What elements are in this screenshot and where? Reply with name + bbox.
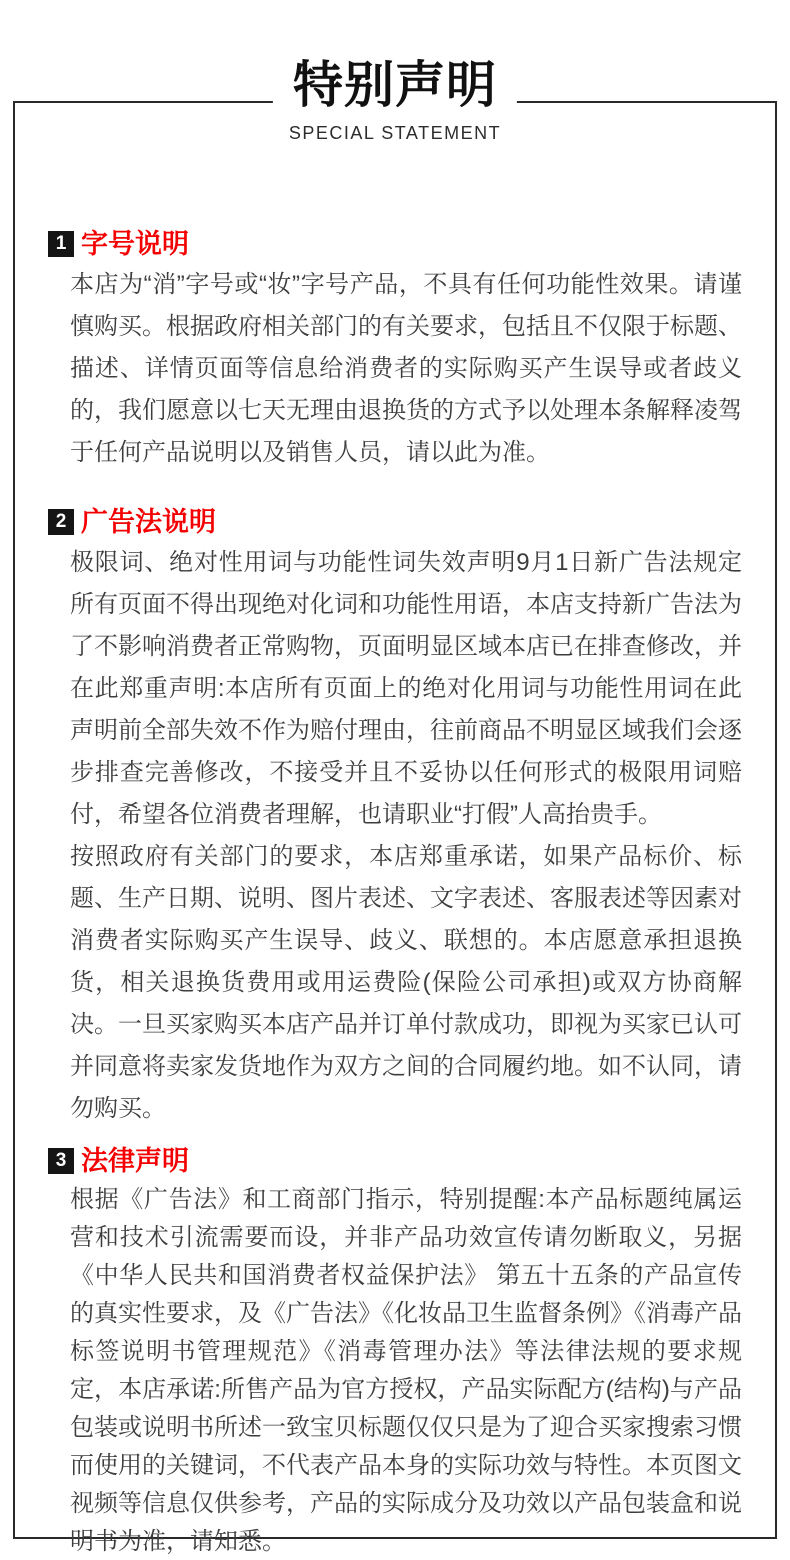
paragraph: 按照政府有关部门的要求，本店郑重承诺，如果产品标价、标题、生产日期、说明、图片表述、文字表述、客服表述等因素对消费者实际购买产生误导、歧义、联想的。本店愿意承担退换货，相关退换货费用或用运费险(保险公司承担)或双方协商解决。一旦买家购买本店产品并订单付款成功，即视为买家已认可并同意将卖家发货地作为双方之间的合同履约地。如不认同，请勿购买。 [70,843,742,1122]
page-title: 特别声明 [292,57,497,113]
paragraph: 本店为“消”字号或“妆”字号产品，不具有任何功能性效果。请谨慎购买。根据政府相关部门的有关要求，包括且不仅限于标题、描述、详情页面等信息给消费者的实际购买产生误导或者歧义的，我们愿意以七天无理由退换货的方式予以处理本条解释凌驾于任何产品说明以及销售人员，请以此为准。 [70,271,742,466]
section-font-size-statement [48,230,742,474]
section-heading-label: 字号说明 [81,229,189,259]
section-number-badge: 1 [48,231,74,257]
section-heading [48,1147,742,1175]
section-heading-label: 法律声明 [81,1146,189,1176]
section-legal-statement [48,1147,742,1560]
statement-frame-border [13,101,777,1555]
section-heading [48,230,742,258]
section-body [70,264,742,474]
section-heading-label: 广告法说明 [81,507,216,537]
paragraph: 根据《广告法》和工商部门指示，特别提醒:本产品标题纯属运营和技术引流需要而设，并非产品功效宣传请勿断取义，另据《中华人民共和国消费者权益保护法》 第五十五条的产品宣传的真实性要求，及《广告法》《化妆品卫生监督条例》《消毒产品标签说明书管理规范》《消毒管理办法》等法律法规的要求规定，本店承诺:所售产品为官方授权，产品实际配方(结构)与产品包装或说明书所述一致宝贝标题仅仅只是为了迎合买家搜索习惯而使用的关键词，不代表产品本身的实际功效与特性。本页图文视频等信息仅供参考，产品的实际成分及功效以产品包装盒和说明书为准，请知悉。 [70,1186,742,1555]
section-body [70,1181,742,1560]
title-block [273,56,517,147]
section-number-badge: 3 [48,1148,74,1174]
section-advertising-law-statement [48,508,742,1130]
section-body [70,542,742,1130]
section-heading [48,508,742,536]
section-number-badge: 2 [48,509,74,535]
paragraph: 极限词、绝对性用词与功能性词失效声明9月1日新广告法规定所有页面不得出现绝对化词和功能性用语，本店支持新广告法为了不影响消费者正常购物，页面明显区域本店已在排查修改，并在此郑重声明:本店所有页面上的绝对化用词与功能性用词在此声明前全部失效不作为赔付理由，往前商品不明显区域我们会逐步排查完善修改，不接受并且不妥协以任何形式的极限用词赔付，希望各位消费者理解，也请职业“打假”人高抬贵手。 [70,549,742,828]
page-subtitle: SPECIAL STATEMENT [288,123,502,143]
statement-sections [15,103,775,1560]
